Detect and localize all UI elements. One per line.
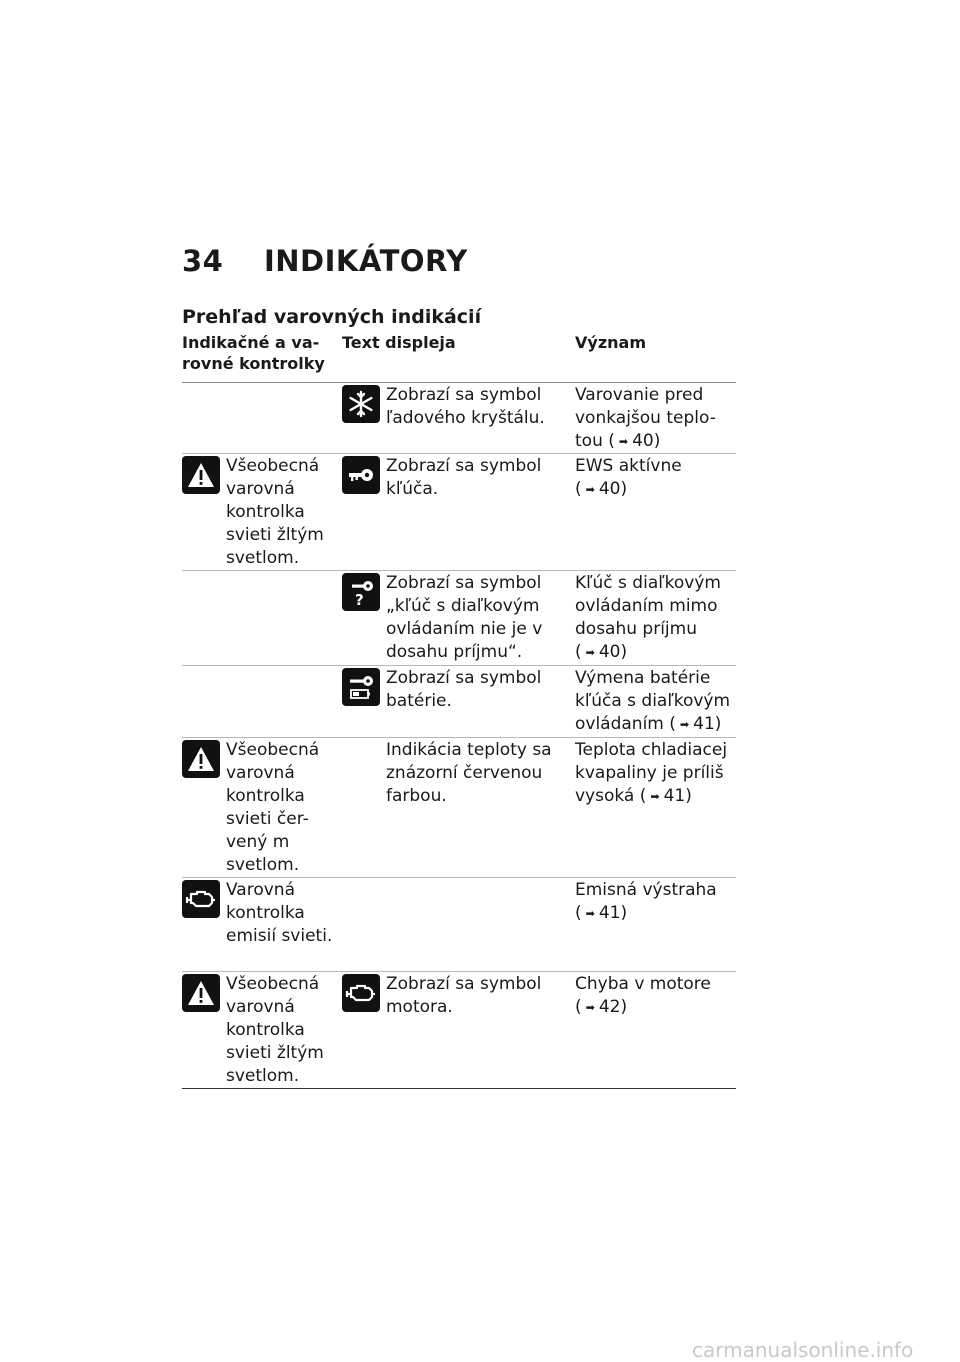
key-battery-icon: [342, 668, 380, 706]
indicator-text: Varovná kontrolka emisií svieti.: [226, 880, 333, 946]
meaning-cell: [575, 384, 736, 453]
display-cell: [342, 572, 575, 665]
indicator-cell: [182, 667, 342, 737]
display-cell: [342, 455, 575, 570]
warning-triangle-icon: [182, 740, 220, 778]
table-header: [182, 332, 736, 383]
meaning-text: Výmena batérie kľúča s diaľkovým ovládaním: [575, 668, 731, 734]
key-icon: [342, 456, 380, 494]
arrow-right-icon: ➡: [585, 907, 595, 920]
meaning-cell: [575, 973, 736, 1088]
meaning-text: Varovanie pred vonkajšou teplo-tou: [575, 385, 716, 451]
meaning-cell: [575, 572, 736, 665]
arrow-right-icon: ➡: [585, 483, 595, 496]
indicator-cell: [182, 455, 342, 570]
table-row: [182, 666, 736, 738]
section-title: Prehľad varovných indikácií: [182, 306, 482, 328]
page-reference[interactable]: ( ➡ 40): [608, 431, 661, 451]
table-row: [182, 878, 736, 972]
page-number: 34: [182, 244, 224, 278]
display-text: Zobrazí sa symbol kľúča.: [386, 456, 542, 499]
arrow-right-icon: ➡: [679, 718, 690, 731]
meaning-cell: [575, 455, 736, 570]
indicator-cell: [182, 739, 342, 877]
page-header: [182, 244, 468, 278]
page-reference[interactable]: ( ➡ 42): [575, 997, 628, 1017]
meaning-cell: [575, 879, 736, 971]
meaning-text: Kľúč s diaľkovým ovládaním mimo dosahu príjmu: [575, 573, 721, 639]
key-question-icon: [342, 573, 380, 611]
warning-triangle-icon: [182, 456, 220, 494]
page-reference[interactable]: ( ➡ 41): [669, 714, 722, 734]
page-reference[interactable]: ( ➡ 41): [575, 903, 628, 923]
chapter-title: INDIKÁTORY: [264, 244, 468, 278]
page-reference[interactable]: ( ➡ 40): [575, 642, 628, 662]
arrow-right-icon: ➡: [585, 646, 595, 659]
warning-triangle-icon: [182, 974, 220, 1012]
indicator-cell: [182, 572, 342, 665]
snowflake-icon: [342, 385, 380, 423]
indicator-text: Všeobecná varovná kontrolka svieti čer-vený m svetlom.: [226, 740, 320, 875]
meaning-text: Emisná výstraha: [575, 880, 717, 900]
table-row: [182, 972, 736, 1089]
watermark: carmanualsonline.info: [692, 1338, 914, 1362]
arrow-right-icon: ➡: [650, 790, 660, 803]
meaning-text: EWS aktívne: [575, 456, 682, 476]
arrow-right-icon: ➡: [585, 1001, 595, 1014]
indicator-text: Všeobecná varovná kontrolka svieti žltým svetlom.: [226, 456, 324, 568]
page-reference[interactable]: ( ➡ 40): [575, 479, 628, 499]
indicator-cell: [182, 879, 342, 971]
display-text: Indikácia teploty sa znázorní červenou farbou.: [386, 740, 552, 806]
arrow-right-icon: ➡: [618, 435, 629, 448]
engine-icon: [182, 880, 220, 918]
page-reference[interactable]: ( ➡ 41): [639, 786, 692, 806]
indicator-text: Všeobecná varovná kontrolka svieti žltým svetlom.: [226, 974, 324, 1086]
display-text: Zobrazí sa symbol motora.: [386, 974, 542, 1017]
warning-table: [182, 332, 736, 1089]
indicator-cell: [182, 973, 342, 1088]
display-cell: [342, 384, 575, 453]
table-row: [182, 383, 736, 454]
display-cell: [342, 879, 575, 971]
meaning-text: Chyba v motore: [575, 974, 711, 994]
column-header-indicators: Indikačné a va- rovné kontrolky: [182, 333, 325, 373]
table-row: [182, 738, 736, 878]
engine-icon: [342, 974, 380, 1012]
svg-text:?: ?: [355, 591, 364, 607]
meaning-cell: [575, 739, 736, 877]
column-header-meaning: Význam: [575, 333, 646, 352]
table-row: [182, 571, 736, 666]
meaning-cell: [575, 667, 736, 737]
display-cell: [342, 973, 575, 1088]
table-row: [182, 454, 736, 571]
column-header-display-text: Text displeja: [342, 333, 456, 352]
display-cell: [342, 667, 575, 737]
indicator-cell: [182, 384, 342, 453]
display-text: Zobrazí sa symbol batérie.: [386, 668, 542, 711]
display-text: Zobrazí sa symbol „kľúč s diaľkovým ovládaním nie je v dosahu príjmu“.: [386, 573, 543, 662]
meaning-text: Teplota chladiacej kvapaliny je príliš vysoká: [575, 740, 728, 806]
display-text: Zobrazí sa symbol ľadového kryštálu.: [386, 385, 545, 428]
display-cell: [342, 739, 575, 877]
